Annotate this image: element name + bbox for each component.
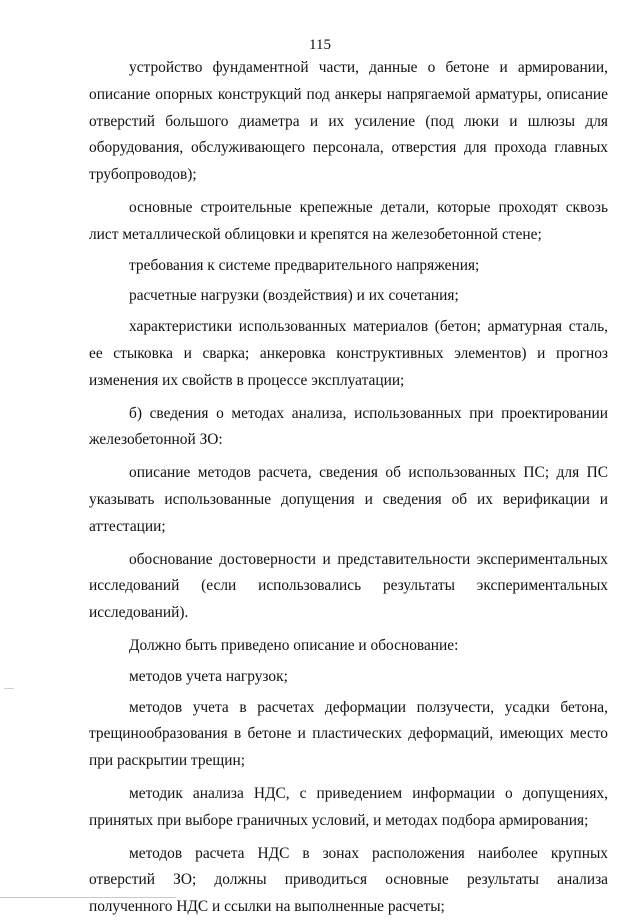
scan-mark xyxy=(4,688,14,689)
page-number: 115 xyxy=(309,37,331,53)
paragraph-openings-methods: методов расчета НДС в зонах расположения наиболее крупных отверстий ЗО; должны приводиться основные результаты анализа полученного НДС и ссылки на выполненные расчеты; xyxy=(89,844,608,916)
page-body xyxy=(89,55,608,921)
paragraph-loads: расчетные нагрузки (воздействия) и их сочетания; xyxy=(129,287,459,305)
paragraph-calculation-methods: описание методов расчета, сведения об использованных ПС; для ПС указывать использованные допущения и сведения об их верификации и аттестации; xyxy=(89,464,608,535)
paragraph-creep-methods: методов учета в расчетах деформации ползучести, усадки бетона, трещинообразования в бетоне и пластических деформаций, имеющих место при раскрытии трещин; xyxy=(89,698,608,770)
paragraph-prestress: требования к системе предварительного напряжения; xyxy=(129,256,480,274)
paragraph-description-required: Должно быть приведено описание и обоснование: xyxy=(129,636,459,654)
paragraph-materials: характеристики использованных материалов (бетон; арматурная сталь, ее стыковка и сварка; анкеровка конструктивных элементов) и прогноз изменения их свойств в процессе эксплуатации; xyxy=(89,318,608,389)
paragraph-stress-methods: методик анализа НДС, с приведением информации о допущениях, принятых при выборе граничных условий, и методах подбора армирования; xyxy=(89,784,608,829)
paragraph-analysis-methods: б) сведения о методах анализа, использованных при проектировании железобетонной ЗО: xyxy=(89,404,608,449)
paragraph-load-methods: методов учета нагрузок; xyxy=(129,667,288,685)
paragraph-experimental: обоснование достоверности и представительности экспериментальных исследований (если использовались результаты экспериментальных исследований). xyxy=(89,550,608,622)
scan-edge-line xyxy=(0,897,176,898)
paragraph-fasteners: основные строительные крепежные детали, которые проходят сквозь лист металлической облицовки и крепятся на железобетонной стене; xyxy=(89,198,608,243)
paragraph-foundation: устройство фундаментной части, данные о бетоне и армировании, описание опорных конструкций под анкеры напрягаемой арматуры, описание отверстий большого диаметра и их усиление (под люки и шлюзы для оборудования, обслуживающего персонала, отверстия для прохода главных трубопроводов); xyxy=(89,59,608,184)
